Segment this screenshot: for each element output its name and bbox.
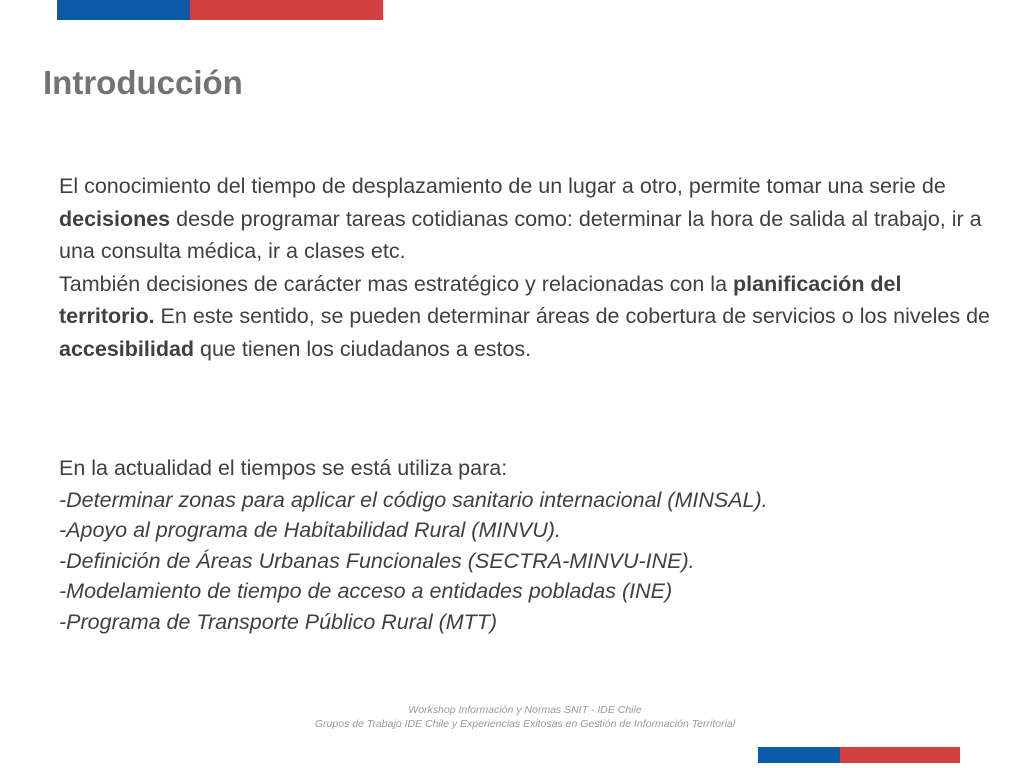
top-blue-bar — [57, 0, 190, 20]
bottom-red-bar — [840, 747, 960, 763]
intro-paragraph — [59, 170, 999, 365]
intro-sentence-1: El conocimiento del tiempo de desplazamiento de un lugar a otro, permite tomar una serie de decisiones desde programar tareas cotidianas como: determinar la hora de salida al trabajo, ir a una consulta médica, ir a clases etc. — [59, 174, 982, 263]
intro-sentence-2: También decisiones de carácter mas estratégico y relacionadas con la planificación del territorio. En este sentido, se pueden determinar áreas de cobertura de servicios o los niveles de accesibilidad que tienen los ciudadanos a estos. — [59, 271, 990, 361]
keyword-accesibilidad: accesibilidad — [59, 336, 195, 361]
keyword-decisiones: decisiones — [59, 206, 171, 231]
list-item: -Definición de Áreas Urbanas Funcionales (SECTRA-MINVU-INE). — [59, 548, 695, 573]
footer-line-1: Workshop Información y Normas SNIT - IDE Chile — [408, 704, 642, 716]
page-title: Introducción — [43, 64, 243, 101]
bottom-blue-bar — [758, 747, 840, 763]
footer — [250, 703, 800, 731]
uses-heading: En la actualidad el tiempos se está utiliza para: — [59, 456, 508, 480]
list-item: -Programa de Transporte Público Rural (MTT) — [59, 609, 498, 634]
top-red-bar — [190, 0, 383, 20]
uses-block — [59, 452, 999, 637]
list-item: -Determinar zonas para aplicar el código sanitario internacional (MINSAL). — [59, 487, 768, 512]
list-item: -Apoyo al programa de Habitabilidad Rural (MINVU). — [59, 518, 561, 542]
footer-line-2: Grupos de Trabajo IDE Chile y Experiencias Exitosas en Gestión de Información Territorial — [314, 718, 736, 730]
keyword-planificacion: planificación del territorio. — [59, 271, 902, 328]
list-item: -Modelamiento de tiempo de acceso a entidades pobladas (INE) — [59, 579, 673, 603]
